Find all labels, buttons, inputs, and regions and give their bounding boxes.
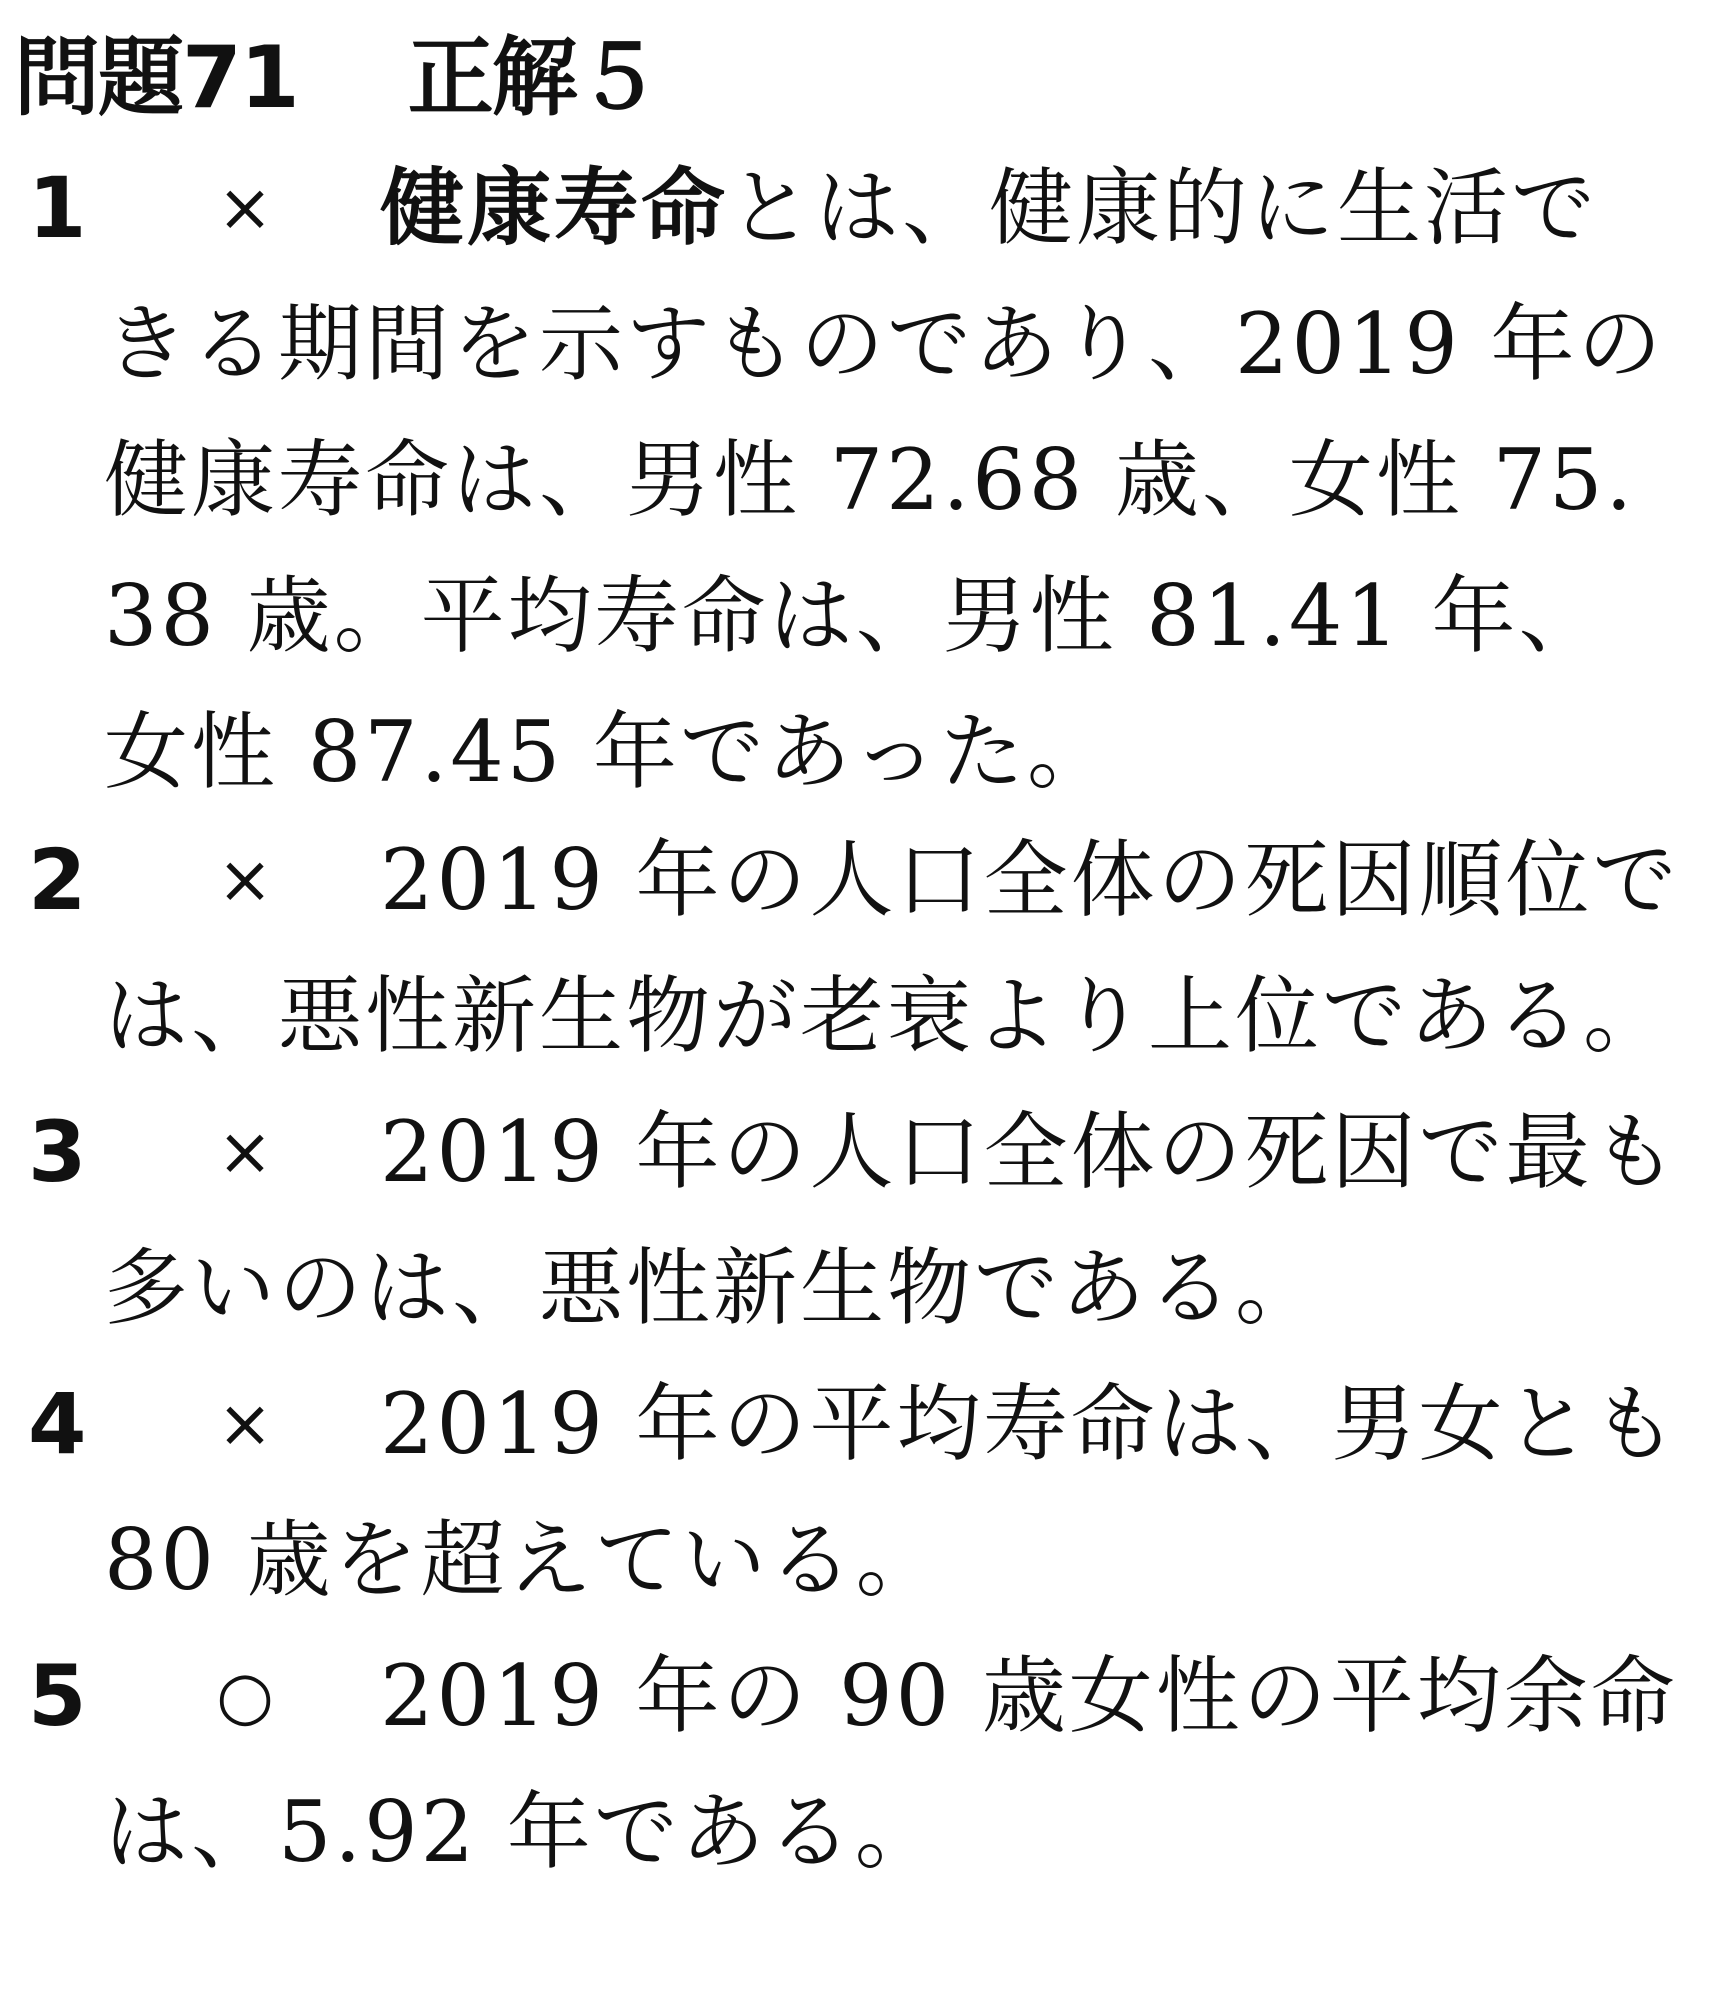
- page-header: [14, 20, 660, 128]
- keyword: 健康寿命: [380, 159, 729, 257]
- item-number: 4: [28, 1375, 87, 1473]
- item-number: 5: [28, 1647, 87, 1745]
- incorrect-mark: ×: [217, 841, 273, 918]
- explanation-text: 2019 年の人口全体の死因順位では、悪性新生物が老衰より上位である。: [104, 831, 1680, 1065]
- explanation-text: 2019 年の 90 歳女性の平均余命は、5.92 年である。: [104, 1647, 1678, 1881]
- explanation-text: 2019 年の人口全体の死因で最も多いのは、悪性新生物である。: [104, 1103, 1680, 1337]
- incorrect-mark: ×: [217, 169, 273, 246]
- explanation-body: とは、健康的に生活できる期間を示すものであり、2019 年の健康寿命は、男性 72.68 歳、女性 75.38 歳。平均寿命は、男性 81.41 年、女性 87.45 年であった。: [104, 159, 1665, 801]
- item-number: 3: [28, 1103, 87, 1201]
- item-number: 2: [28, 831, 87, 929]
- question-number: 問題71: [14, 28, 298, 128]
- explanation-text: 2019 年の平均寿命は、男女とも 80 歳を超えている。: [104, 1375, 1680, 1609]
- correct-mark: ○: [216, 1657, 274, 1734]
- item-number: 1: [28, 159, 87, 257]
- correct-answer: 正解５: [407, 28, 660, 128]
- explanation-text: [104, 140, 1684, 820]
- incorrect-mark: ×: [217, 1385, 273, 1462]
- incorrect-mark: ×: [217, 1113, 273, 1190]
